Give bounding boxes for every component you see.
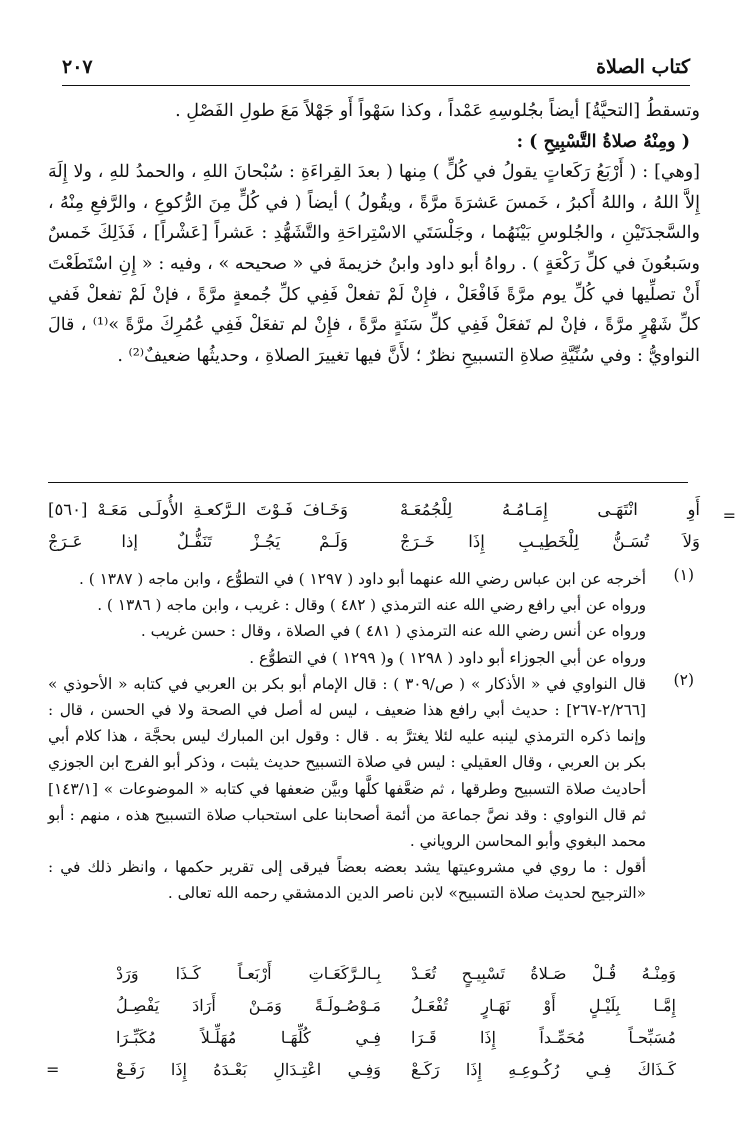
verse-block-top <box>48 500 736 566</box>
footnote-text: أقول : ما روي في مشروعيتها يشد بعضه بعضاً فيرقى إلى تقرير حكمها ، وانظر ذلك في : «الترجيح لحديث صلاة التسبيح» لابن ناصر الدين الدمشقي رحمه الله تعالى . <box>48 858 646 903</box>
verse-hemistich-right: إِمَّـا بِلَيْـلٍ أَوْ نَهَـارٍ تُفْعَـلُ <box>411 996 676 1015</box>
verse-hemistich-left: وَخَـافَ فَـوْتَ الـرَّكعـةِ الأُولَـى مَعَـهْ [٥٦٠] <box>48 500 348 519</box>
verse-hemistich-left: وَفِـي اعْتِـدَالِ بَعْـدَهُ إِذَا رَفَـعْ <box>116 1060 381 1079</box>
main-text <box>48 96 700 371</box>
verse-hemistich-right: وَمِنْـهُ قُـلْ صَـلاةُ تَسْبِيـحٍ تُعَـدْ <box>411 964 676 983</box>
continuation-marker: = <box>722 506 736 525</box>
main-paragraph-1: وتسقطُ [التحيَّةُ] أيضاً بجُلوسِهِ عَمْداً ، وكذا سَهْواً أَو جَهْلاً مَعَ طولِ الفَصْلِ . <box>175 101 700 121</box>
verse-line <box>48 532 700 564</box>
verse-hemistich-left: فِـي كُلِّهَـا مُهَلِّـلاً مُكَبِّـرَا <box>116 1028 381 1047</box>
footnote-separator <box>48 482 688 483</box>
footnote-text: ورواه عن أنس رضي الله عنه الترمذي ( ٤٨١ ) في الصلاة ، وقال : حسن غريب . <box>140 622 646 641</box>
verse-hemistich-left: مَـوْصُـولَـةً وَمَـنْ أَرَادَ يَفْصِـلُ <box>116 996 381 1015</box>
footnote-text: قال النواوي في « الأذكار » ( ص/٣٠٩ ) : قال الإمام أبو بكر بن العربي في كتابه « الأحوذي » [٢/٢٦٦-٢٦٧] : حديث أبي رافع هذا ضعيف ، ليس له أصل في الصحة ولا في الحسن ، قال : وإنما ذكره الترمذي لينبه عليه لئلا يغترَّ به . قال : وقول ابن المبارك ليس بحجَّة ، هذا كلام أبي بكر بن العربي ، وقال العقيلي : ليس في صلاة التسبيح حديث يثبت ، وذكر أبو الفرج ابن الجوزي أحاديث صلاة التسبيح وطرقها ، ثم ضعَّفها كلَّها وبيَّن ضعفها في كتابه « الموضوعات » [١٤٣/١] ثم قال النواوي : وقد نصَّ جماعة من أئمة أصحابنا على استحباب صلاة التسبيح هذه ، منهم : أبو محمد البغوي وأبو المحاسن الروياني . <box>48 674 646 851</box>
verse-line <box>116 964 676 996</box>
verse-hemistich-left: وَلَـمْ يَجُـزْ تَنَفُّـلٌ إذا عَـرَجْ <box>48 532 348 551</box>
verse-hemistich-left: بِـالـرَّكَعَـاتِ أَرْبَعـاً كَـذَا وَرَدْ <box>116 964 381 983</box>
continuation-marker: = <box>46 1060 60 1079</box>
footnote-text: ورواه عن أبي رافع رضي الله عنه الترمذي ( ٤٨٢ ) وقال : غريب ، وابن ماجه ( ١٣٨٦ ) . <box>97 596 646 615</box>
footnotes <box>48 566 698 907</box>
verse-line <box>116 1028 676 1060</box>
page-header <box>62 52 690 86</box>
verse-hemistich-right: أَوِ انْتَهَـى إِمَـامُـهُ لِلْجُمُعَـهْ <box>400 500 700 519</box>
verse-hemistich-right: مُسَبِّحـاً مُحَمِّـداً إِذَا قَـرَا <box>411 1028 676 1047</box>
verse-line <box>46 1060 676 1092</box>
footnote-number: (٢) <box>673 670 694 689</box>
verse-block-bottom <box>46 964 676 1092</box>
footnote-number: (١) <box>673 566 694 584</box>
footnote-text: ورواه عن أبي الجوزاء أبو داود ( ١٢٩٨ ) و( ١٢٩٩ ) في التطوُّع . <box>249 648 646 667</box>
footnote-2 <box>48 671 698 907</box>
running-title: كتاب الصلاة <box>596 56 690 78</box>
verse-hemistich-right: كَـذَاكَ فِـي رُكُـوعِـهِ إِذَا رَكَـعْ <box>411 1060 676 1079</box>
section-heading: ( ومِنْهُ صلاةُ التَّسْبِيحِ ) : <box>516 131 690 152</box>
verse-line <box>116 996 676 1028</box>
footnote-1 <box>48 566 698 671</box>
verse-hemistich-right: وَلاَ تُسَـنُّ لِلْخَطِيـبِ إِذَا خَـرَجْ <box>400 532 700 551</box>
verse-line <box>48 500 700 532</box>
page-number: ٢٠٧ <box>62 56 93 78</box>
header-rule <box>62 85 690 86</box>
footnote-text: أخرجه عن ابن عباس رضي الله عنهما أبو داود ( ١٢٩٧ ) في التطوُّع ، وابن ماجه ( ١٣٨٧ ) . <box>79 570 646 588</box>
main-paragraph-2: [وهي] : ( أَرْبَعُ رَكَعاتٍ يقولُ في كُلٍّ ) مِنها ( بعدَ القِراءَةِ : سُبْحانَ اللهِ ، والحمدُ للهِ ، ولا إِلَهَ إِلاَّ اللهُ ، واللهُ أَكبرُ ، خَمسَ عَشرَةَ مرَّةً ، ويقُولُ ) أيضاً ( في كُلٍّ مِنَ الرُّكوعِ ، والرَّفعِ مِنْهُ ، والسَّجدَتَيْنِ ، والجُلوسِ بَيْنَهُما ، وجَلْسَتَي الاسْتِراحَةِ والتَّشَهُّدِ : عَشراً [عَشْراً] ، فَذَلِكَ خَمسٌ وسَبعُونَ في كلِّ رَكْعَةٍ ) . رواهُ أبو داود وابنُ خزيمةَ في « صحيحه » ، وفيه : « إِنِ اسْتَطَعْتَ أَنْ تصلِّيها في كُلِّ يوم مرَّةً فَافْعَلْ ، فإِنْ لَمْ تفعلْ فَفِي كلِّ جُمعةٍ مرَّةً ، فإنْ لَمْ تفعلْ فَفي كلِّ شَهْرٍ مرَّةً ، فإنْ لم تَفعَلْ فَفِي كلِّ سَنَةٍ مرَّةً ، فإِنْ لم تفعَلْ فَفِي عُمُرِكَ مرَّةً »⁽¹⁾ ، قالَ النواويُّ : وفي سُنِّيَّةِ صلاةِ التسبيحِ نظرٌ ؛ لأَنَّ فيها تغييرَ الصلاةِ ، وحديثُها ضعيفٌ⁽²⁾ . <box>48 162 701 366</box>
